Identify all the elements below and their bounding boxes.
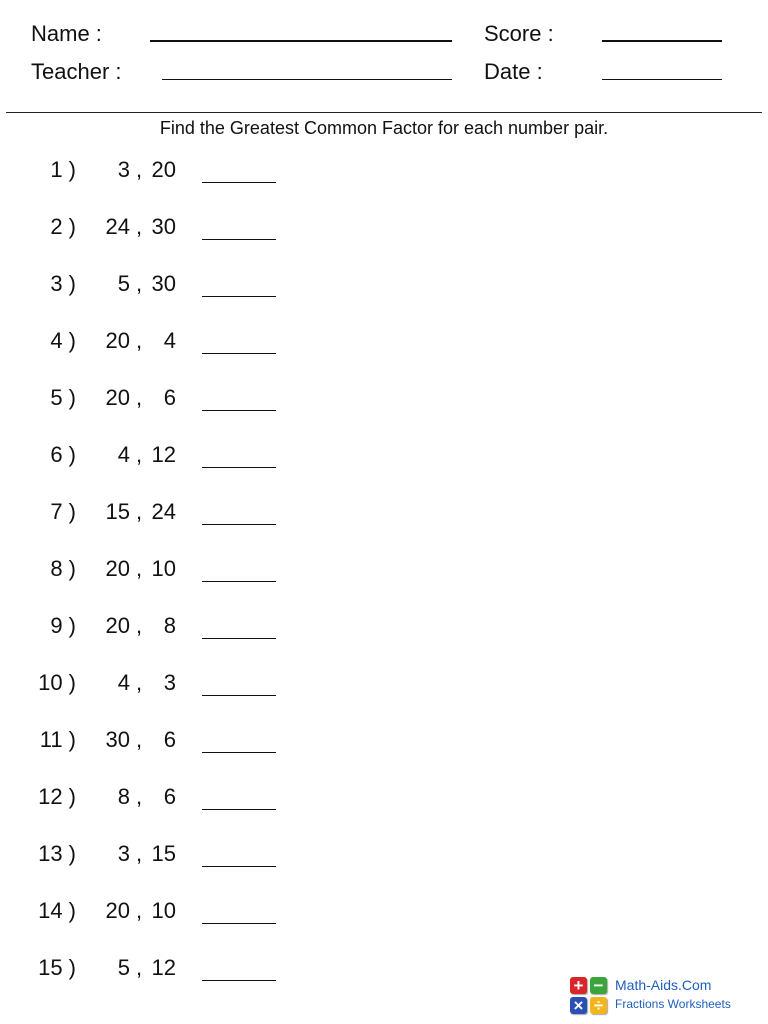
answer-blank[interactable] bbox=[202, 467, 276, 468]
problem-number: 4 ) bbox=[50, 328, 76, 353]
answer-blank[interactable] bbox=[202, 296, 276, 297]
date-label: Date : bbox=[484, 59, 543, 84]
first-number: 5 bbox=[117, 271, 130, 296]
second-number: 6 bbox=[163, 727, 176, 752]
second-number: 20 bbox=[151, 157, 176, 182]
problem-row bbox=[0, 212, 768, 269]
multiply-icon: × bbox=[570, 997, 587, 1014]
divide-icon: ÷ bbox=[590, 997, 607, 1014]
pair-separator: , bbox=[136, 841, 143, 866]
problem-number: 13 ) bbox=[38, 841, 76, 866]
problem-row bbox=[0, 725, 768, 782]
pair-separator: , bbox=[136, 727, 143, 752]
first-number: 3 bbox=[117, 841, 130, 866]
problem-number: 3 ) bbox=[50, 271, 76, 296]
problem-number: 2 ) bbox=[50, 214, 76, 239]
problem-list bbox=[0, 155, 768, 1010]
pair-separator: , bbox=[136, 556, 143, 581]
first-number: 3 bbox=[117, 157, 130, 182]
first-number: 20 bbox=[105, 556, 130, 581]
problem-number: 1 ) bbox=[50, 157, 76, 182]
pair-separator: , bbox=[136, 271, 143, 296]
problem-number: 9 ) bbox=[50, 613, 76, 638]
problem-row bbox=[0, 611, 768, 668]
problem-number: 15 ) bbox=[38, 955, 76, 980]
second-number: 30 bbox=[151, 271, 176, 296]
problem-number: 10 ) bbox=[38, 670, 76, 695]
second-number: 30 bbox=[151, 214, 176, 239]
pair-separator: , bbox=[136, 442, 143, 467]
logo-site-name: Math-Aids.Com bbox=[615, 977, 712, 993]
problem-row bbox=[0, 383, 768, 440]
answer-blank[interactable] bbox=[202, 980, 276, 981]
first-number: 20 bbox=[105, 613, 130, 638]
problem-row bbox=[0, 155, 768, 212]
pair-separator: , bbox=[136, 328, 143, 353]
answer-blank[interactable] bbox=[202, 638, 276, 639]
problem-row bbox=[0, 554, 768, 611]
problem-number: 8 ) bbox=[50, 556, 76, 581]
problem-row bbox=[0, 839, 768, 896]
problem-row bbox=[0, 896, 768, 953]
answer-blank[interactable] bbox=[202, 524, 276, 525]
pair-separator: , bbox=[136, 214, 143, 239]
first-number: 4 bbox=[117, 442, 130, 467]
first-number: 20 bbox=[105, 385, 130, 410]
first-number: 24 bbox=[105, 214, 130, 239]
pair-separator: , bbox=[136, 955, 143, 980]
name-label: Name : bbox=[31, 21, 102, 46]
answer-blank[interactable] bbox=[202, 809, 276, 810]
problem-number: 14 ) bbox=[38, 898, 76, 923]
pair-separator: , bbox=[136, 499, 143, 524]
instructions: Find the Greatest Common Factor for each number pair. bbox=[159, 118, 609, 138]
problem-number: 5 ) bbox=[50, 385, 76, 410]
score-label: Score : bbox=[484, 21, 554, 46]
answer-blank[interactable] bbox=[202, 695, 276, 696]
plus-icon: + bbox=[570, 977, 587, 994]
second-number: 8 bbox=[163, 613, 176, 638]
answer-blank[interactable] bbox=[202, 581, 276, 582]
minus-icon: − bbox=[590, 977, 607, 994]
score-line bbox=[602, 40, 722, 42]
problem-number: 6 ) bbox=[50, 442, 76, 467]
problem-number: 7 ) bbox=[50, 499, 76, 524]
pair-separator: , bbox=[136, 670, 143, 695]
answer-blank[interactable] bbox=[202, 923, 276, 924]
pair-separator: , bbox=[136, 613, 143, 638]
problem-number: 11 ) bbox=[39, 727, 76, 752]
logo-subtitle: Fractions Worksheets bbox=[615, 997, 731, 1011]
second-number: 3 bbox=[163, 670, 176, 695]
problem-number: 12 ) bbox=[38, 784, 76, 809]
first-number: 30 bbox=[105, 727, 130, 752]
second-number: 10 bbox=[151, 556, 176, 581]
second-number: 10 bbox=[151, 898, 176, 923]
second-number: 4 bbox=[163, 328, 176, 353]
math-aids-logo bbox=[569, 976, 749, 1016]
first-number: 5 bbox=[117, 955, 130, 980]
problem-row bbox=[0, 668, 768, 725]
second-number: 12 bbox=[151, 955, 176, 980]
problem-row bbox=[0, 497, 768, 554]
logo-icon bbox=[569, 976, 609, 1016]
answer-blank[interactable] bbox=[202, 239, 276, 240]
answer-blank[interactable] bbox=[202, 353, 276, 354]
pair-separator: , bbox=[136, 898, 143, 923]
second-number: 6 bbox=[163, 784, 176, 809]
pair-separator: , bbox=[136, 157, 143, 182]
teacher-label: Teacher : bbox=[31, 59, 122, 84]
date-line bbox=[602, 79, 722, 80]
answer-blank[interactable] bbox=[202, 752, 276, 753]
problem-row bbox=[0, 782, 768, 839]
pair-separator: , bbox=[136, 385, 143, 410]
first-number: 4 bbox=[117, 670, 130, 695]
first-number: 15 bbox=[105, 499, 130, 524]
answer-blank[interactable] bbox=[202, 182, 276, 183]
second-number: 24 bbox=[151, 499, 176, 524]
first-number: 20 bbox=[105, 898, 130, 923]
problem-row bbox=[0, 269, 768, 326]
second-number: 6 bbox=[163, 385, 176, 410]
answer-blank[interactable] bbox=[202, 410, 276, 411]
problem-row bbox=[0, 440, 768, 497]
second-number: 12 bbox=[151, 442, 176, 467]
problem-row bbox=[0, 326, 768, 383]
answer-blank[interactable] bbox=[202, 866, 276, 867]
pair-separator: , bbox=[136, 784, 143, 809]
name-line bbox=[150, 40, 452, 42]
teacher-line bbox=[162, 79, 452, 80]
first-number: 8 bbox=[117, 784, 130, 809]
second-number: 15 bbox=[151, 841, 176, 866]
header-divider bbox=[6, 112, 762, 113]
first-number: 20 bbox=[105, 328, 130, 353]
